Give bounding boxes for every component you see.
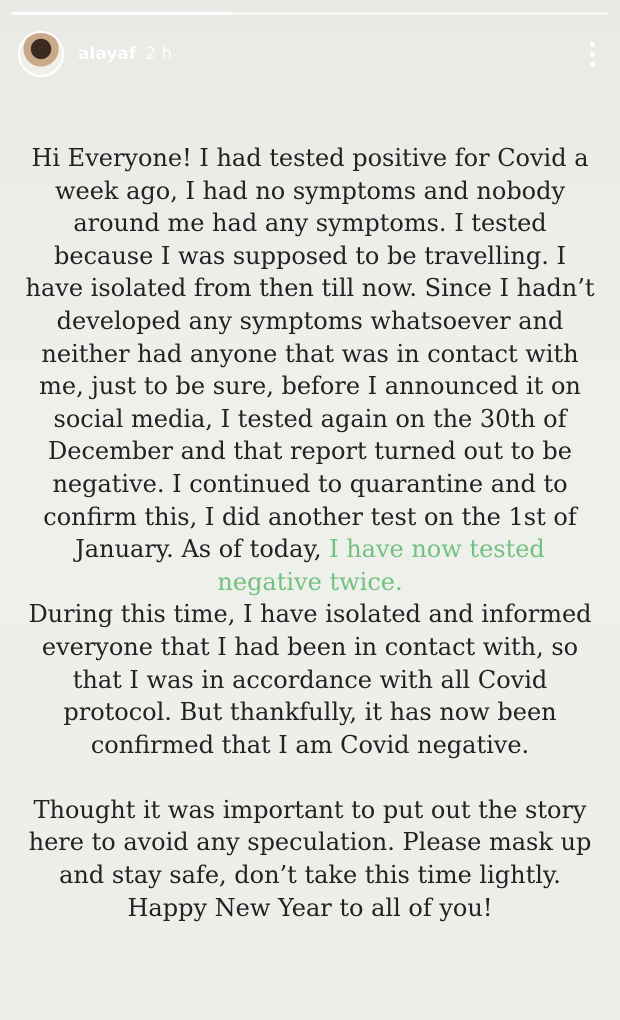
more-options-icon[interactable] [582,38,602,70]
paragraph-spacer [24,761,596,794]
story-text [24,142,596,924]
username[interactable]: alayaf [78,44,137,64]
more-options-dot-bottom-icon [590,62,595,67]
story-progress-fill [12,12,233,15]
paragraph-three: Thought it was important to put out the story here to avoid any speculation. Please mask up and stay safe, don’t take this time lightly. Happy New Year to all of you! [28,795,592,922]
post-time: 2 h [145,44,173,64]
paragraph-one-text: Hi Everyone! I had tested positive for Covid a week ago, I had no symptoms and nobody around me had any symptoms. I tested because I was supposed to be travelling. I have isolated from then till now. Since I hadn’t developed any symptoms whatsoever and neither had anyone that was in contact with me, just to be sure, before I announced it on social media, I tested again on the 30th of December and that report turned out to be negative. I continued to quarantine and to confirm this, I did another test on the 1st of January. As of today, [25,144,595,564]
more-options-dot-top-icon [590,42,595,47]
story-progress-track [12,12,608,15]
profile-avatar[interactable] [18,31,64,77]
paragraph-two: During this time, I have isolated and informed everyone that I had been in contact with, so that I was in accordance with all Covid protocol. But thankfully, it has now been confirmed that I am Covid negative. [28,600,592,759]
more-options-dot-middle-icon [590,52,595,57]
highlighted-text: I have now tested negative twice. [217,535,545,596]
paragraph-one [24,142,596,598]
story-header [18,30,602,78]
